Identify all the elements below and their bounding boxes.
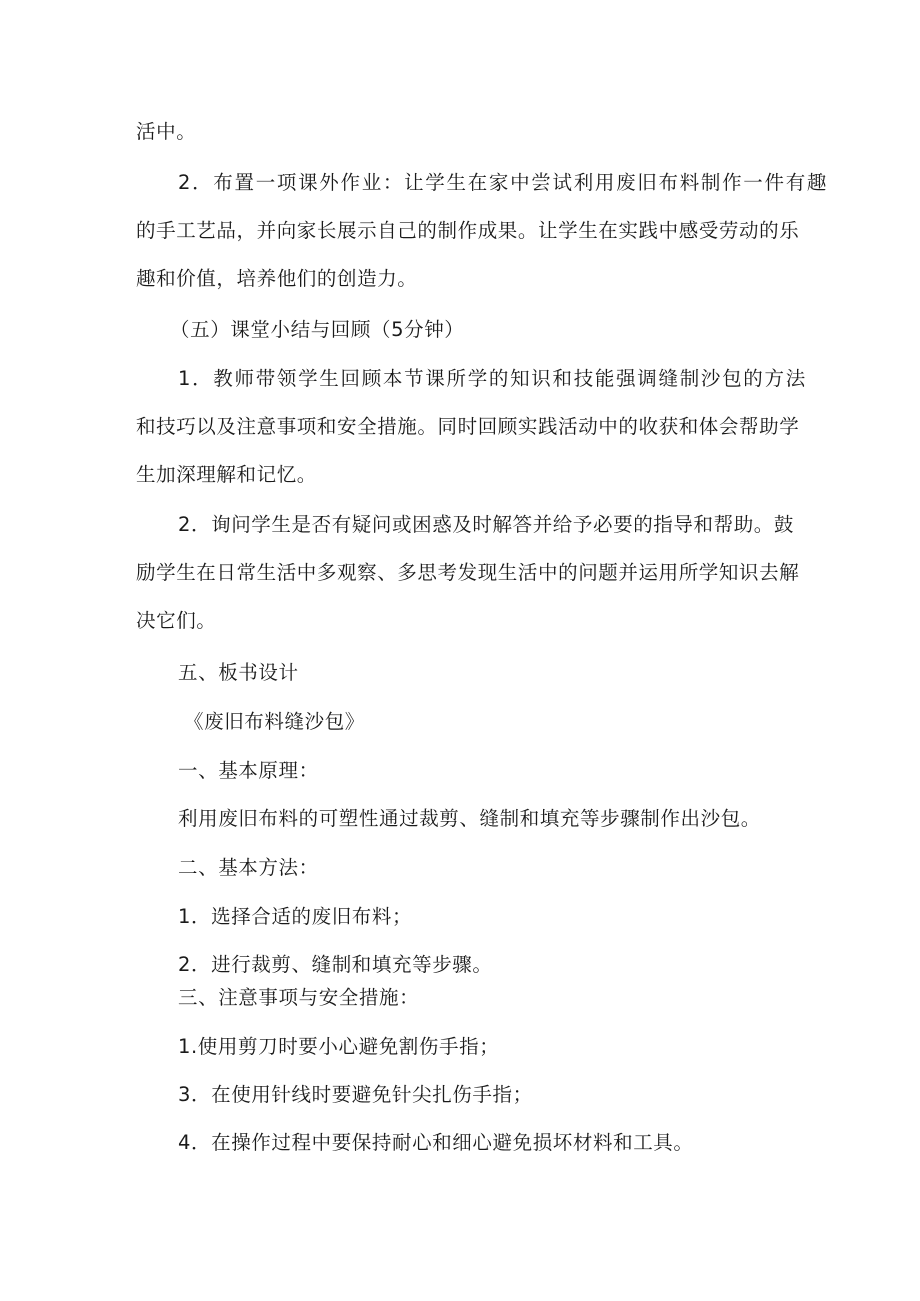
safety-item-1: 1.使用剪刀时要小心避免割伤手指； [178, 1035, 500, 1058]
summary-item-2-line-3: 决它们。 [136, 609, 217, 632]
summary-item-1-line-3: 生加深理解和记忆。 [136, 463, 317, 486]
homework-item-2-line-3: 趣和价值，培养他们的创造力。 [136, 267, 418, 290]
safety-item-3: 3．在使用针线时要避免针尖扎伤手指； [178, 1083, 533, 1106]
heading-basic-method: 二、基本方法： [178, 856, 319, 879]
method-item-2: 2．进行裁剪、缝制和填充等步骤。 [178, 953, 493, 976]
safety-item-4: 4．在操作过程中要保持耐心和细心避免损坏材料和工具。 [178, 1131, 694, 1154]
summary-item-1-line-2: 和技巧以及注意事项和安全措施。同时回顾实践活动中的收获和体会帮助学 [136, 415, 800, 438]
summary-item-2-line-2: 励学生在日常生活中多观察、多思考发现生活中的问题并运用所学知识去解 [136, 561, 800, 584]
paragraph-continuation: 活中。 [136, 120, 197, 143]
section-heading-board-design: 五、板书设计 [178, 661, 299, 684]
heading-basic-principle: 一、基本原理： [178, 759, 319, 782]
homework-item-2-line-1: 2．布置一项课外作业：让学生在家中尝试利用废旧布料制作一件有趣 [178, 171, 829, 194]
summary-item-2-line-1: 2．询问学生是否有疑问或困惑及时解答并给予必要的指导和帮助。鼓 [178, 513, 795, 536]
homework-item-2-line-2: 的手工艺品，并向家长展示自己的制作成果。让学生在实践中感受劳动的乐 [136, 219, 800, 242]
principle-text: 利用废旧布料的可塑性通过裁剪、缝制和填充等步骤制作出沙包。 [178, 807, 761, 830]
method-item-1: 1．选择合适的废旧布料； [178, 905, 413, 928]
heading-safety: 三、注意事项与安全措施： [178, 986, 420, 1009]
subsection-heading-5: （五）课堂小结与回顾（5分钟） [170, 318, 465, 341]
board-title: 《废旧布料缝沙包》 [184, 710, 365, 733]
summary-item-1-line-1: 1．教师带领学生回顾本节课所学的知识和技能强调缝制沙包的方法 [178, 367, 807, 390]
